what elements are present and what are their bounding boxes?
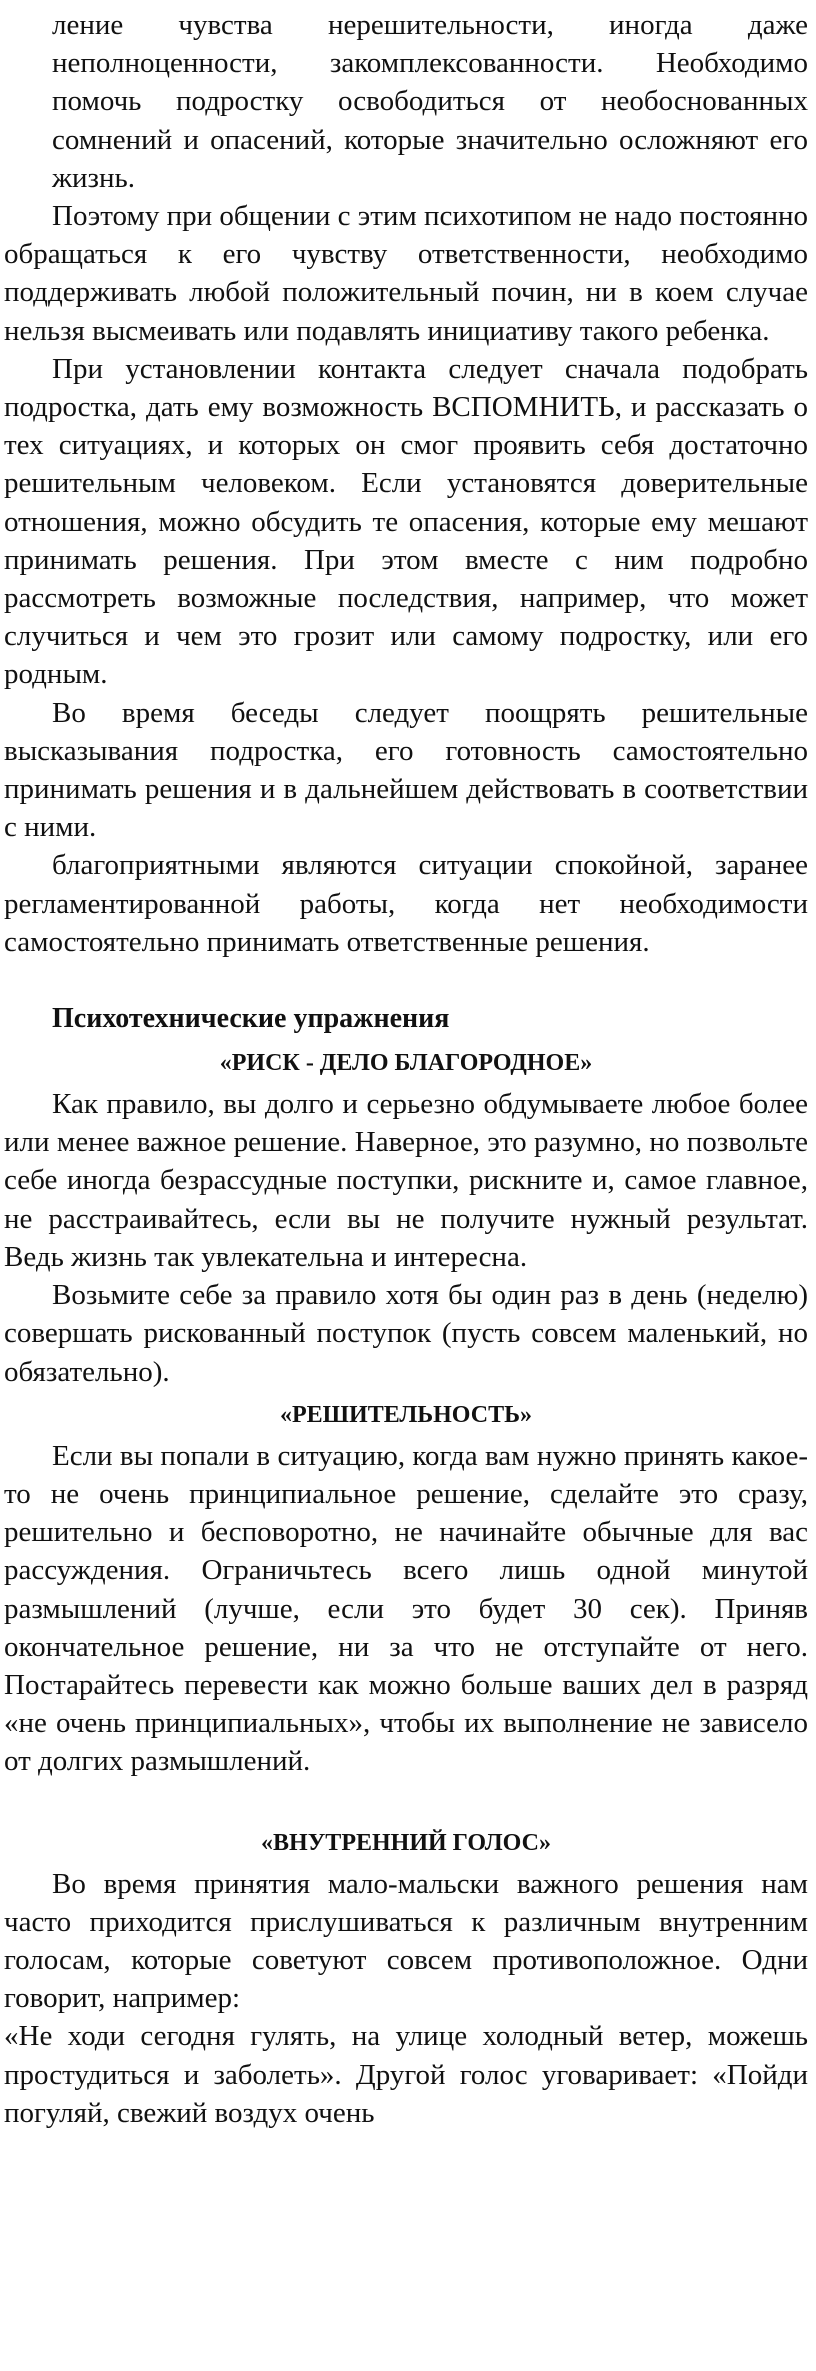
exercise-inner-voice-paragraph-1: Во время принятия мало-мальски важного решения нам часто приходится прислушиваться к различным внутренним голосам, которые советуют совсем противоположное. Одни говорит, например:	[4, 1867, 808, 2015]
exercise-title-risk: «РИСК - ДЕЛО БЛАГОРОДНОЕ»	[219, 1050, 593, 1077]
paragraph-3: При установлении контакта следует сначала подобрать подростка, дать ему возможность ВСПОМНИТЬ, и рассказать о тех ситуациях, и которых он смог проявить себя достаточно решительным человеком. Если установятся доверительные отношения, можно обсудить те опасения, которые ему мешают принимать решения. При этом вместе с ним подробно рассмотреть возможные последствия, например, что может случиться и чем это грозит или самому подростку, или его родным.	[4, 352, 808, 691]
exercise-inner-voice-paragraph-2: «Не ходи сегодня гулять, на улице холодный ветер, можешь простудиться и заболеть». Другой голос уговаривает: «Пойди погуляй, свежий воздух очень	[4, 2020, 808, 2129]
paragraph-2: Поэтому при общении с этим психотипом не надо постоянно обращаться к его чувству ответственности, необходимо поддерживать любой положительный почин, ни в коем случае нельзя высмеивать или подавлять инициативу такого ребенка.	[4, 200, 808, 347]
section-heading: Психотехнические упражнения	[52, 1003, 450, 1035]
spacer	[4, 1781, 808, 1819]
exercise-title-inner-voice: «ВНУТРЕННИЙ ГОЛОС»	[261, 1829, 551, 1856]
exercise-decisiveness-paragraph-1: Если вы попали в ситуацию, когда вам нужно принять какое-то не очень принципиальное решение, сделайте это сразу, решительно и бесповоротно, не начинайте обычные для вас рассуждения. Ограничьтесь всего лишь одной минутой размышлений (лучше, если это будет 30 сек). Приняв окончательное решение, ни за что не отступайте от него. Постарайтесь перевести как можно больше ваших дел в разряд «не очень принципиальных», чтобы их выполнение не зависело от долгих размышлений.	[4, 1439, 808, 1778]
paragraph-4: Во время беседы следует поощрять решительные высказывания подростка, его готовность самостоятельно принимать решения и в дальнейшем действовать в соответствии с ними.	[4, 696, 808, 844]
exercise-risk-paragraph-1: Как правило, вы долго и серьезно обдумываете любое более или менее важное решение. Наверное, это разумно, но позвольте себе иногда безрассудные поступки, рискните и, самое главное, не расстраивайтесь, если вы не получите нужный результат. Ведь жизнь так увлекательна и интересна.	[4, 1088, 808, 1273]
paragraph-5: благоприятными являются ситуации спокойной, заранее регламентированной работы, когда нет необходимости самостоятельно принимать ответственные решения.	[4, 849, 808, 958]
paragraph-1: ление чувства нерешительности, иногда даже неполноценности, закомплексованности. Необходимо помочь подростку освободиться от необоснованных сомнений и опасений, которые значительно осложняют его жизнь.	[52, 9, 808, 194]
exercise-title-decisiveness: «РЕШИТЕЛЬНОСТЬ»	[280, 1401, 532, 1428]
spacer	[4, 961, 808, 999]
exercise-risk-paragraph-2: Возьмите себе за правило хотя бы один раз в день (неделю) совершать рискованный поступок (пусть совсем маленький, но обязательно).	[4, 1279, 808, 1388]
